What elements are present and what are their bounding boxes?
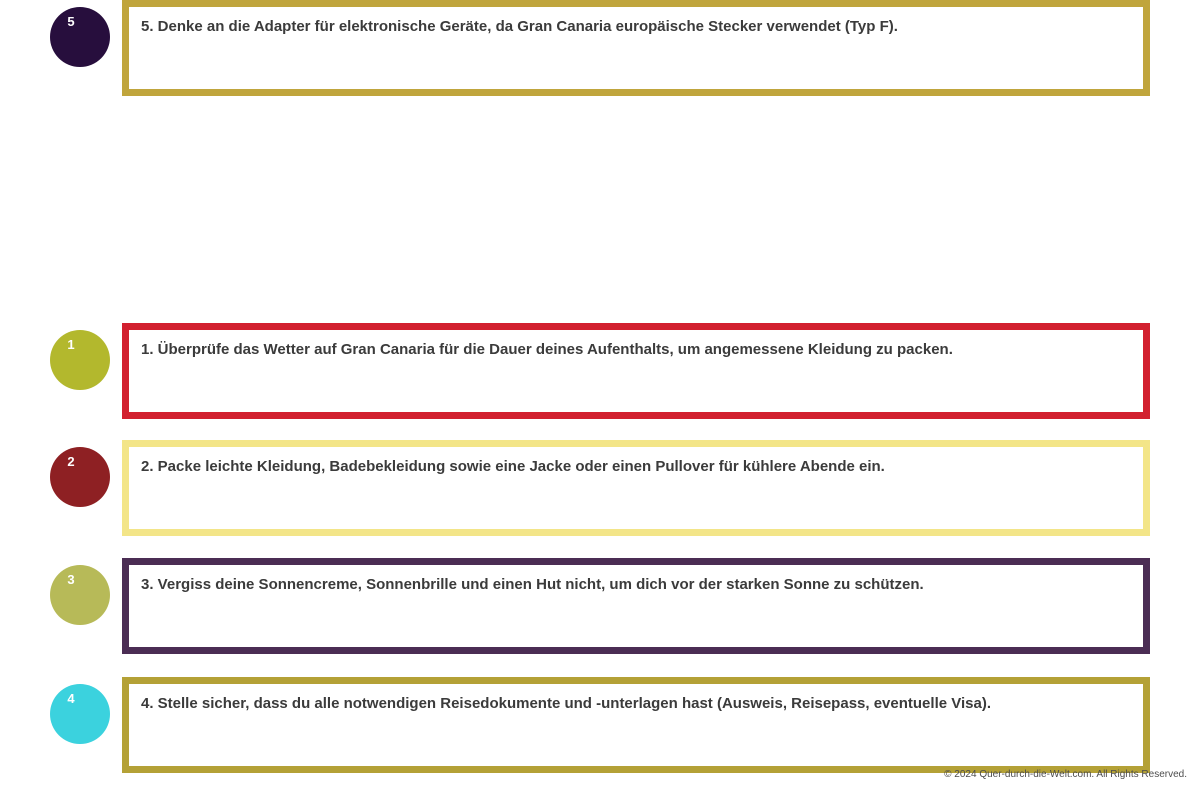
step-text: 5. Denke an die Adapter für elektronische Geräte, da Gran Canaria europäische Stecker verwendet (Typ F). [141,18,898,35]
step-number: 2 [67,454,75,469]
step-box [122,440,1150,536]
step-number-badge [50,330,110,390]
step-box [122,323,1150,419]
step-row-1 [0,323,1200,420]
step-number-badge [50,447,110,507]
step-row-5 [0,0,1200,97]
step-text: 1. Überprüfe das Wetter auf Gran Canaria für die Dauer deines Aufenthalts, um angemessene Kleidung zu packen. [141,341,953,358]
step-number-badge [50,7,110,67]
step-text: 4. Stelle sicher, dass du alle notwendigen Reisedokumente und -unterlagen hast (Ausweis, Reisepass, eventuelle Visa). [141,695,991,712]
step-row-2 [0,440,1200,537]
step-box [122,677,1150,773]
step-row-3 [0,558,1200,655]
step-number: 4 [67,691,75,706]
footer-copyright: © 2024 Quer-durch-die-Welt.com. All Rights Reserved. [944,769,1187,780]
step-number: 3 [67,572,75,587]
step-number: 5 [67,14,75,29]
step-number-badge [50,565,110,625]
step-number: 1 [67,337,75,352]
step-box [122,558,1150,654]
step-box [122,0,1150,96]
step-text: 2. Packe leichte Kleidung, Badebekleidung sowie eine Jacke oder einen Pullover für kühlere Abende ein. [141,458,885,475]
step-row-4 [0,677,1200,774]
step-number-badge [50,684,110,744]
step-text: 3. Vergiss deine Sonnencreme, Sonnenbrille und einen Hut nicht, um dich vor der starken Sonne zu schützen. [141,576,924,593]
